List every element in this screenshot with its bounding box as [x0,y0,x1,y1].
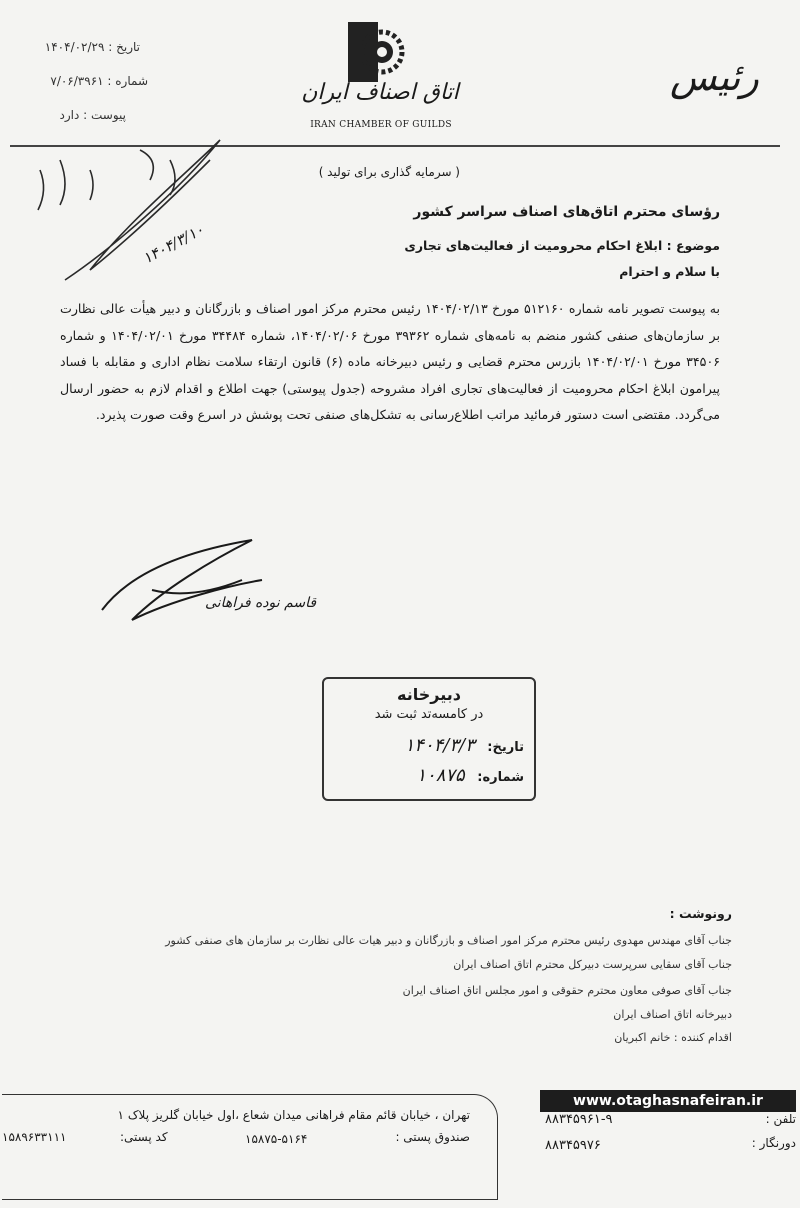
postal-code-value: ۱۵۸۹۶۳۳۱۱۱ [2,1130,67,1144]
postal-code-label: کد پستی: [120,1130,168,1144]
tel-value: ۸۸۳۴۵۹۶۱-۹ [545,1112,613,1127]
cc-line: جناب آقای صوفی معاون محترم حقوقی و امور مجلس اتاق اصناف ایران [402,984,732,997]
signatory-name: قاسم نوده فراهانی [205,595,317,611]
stamp-date [405,735,524,756]
stamp-date-label: تاریخ: [487,740,524,755]
number-label: شماره : [107,74,148,88]
handwritten-date: ۱۴۰۴/۳/۱۰ [139,220,207,268]
stamp-number-label: شماره: [477,770,524,785]
addressee: رؤسای محترم اتاق‌های اصناف سراسر کشور [413,204,720,220]
gear-logo-icon [348,22,410,82]
org-logo [348,22,410,82]
date-field [20,40,140,54]
fax-value: ۸۸۳۴۵۹۷۶ [545,1138,601,1153]
cc-line: اقدام کننده : خانم اکبریان [614,1031,732,1044]
attachment-field: پیوست : دارد [59,108,126,122]
fax-label: دورنگار : [751,1136,796,1150]
tel-label: تلفن : [765,1112,796,1126]
handwritten-note: رئیس [670,55,759,99]
greeting: با سلام و احترام [619,264,720,279]
signature-icon [92,530,272,630]
letter-body: به پیوست تصویر نامه شماره ۵۱۲۱۶۰ مورخ ۱۴۰۴/۰۲/۱۳ رئیس محترم مرکز امور اصناف و بازرگانان و دبیر هیأت عالی نظارت بر سازمان‌های صنفی کشور منضم به نامه‌های شماره ۳۹۳۶۲ مورخ ۱۴۰۴/۰۲/۰۶، شماره ۳۴۴۸۴ مورخ ۱۴۰۴/۰۲/۰۱ و شماره ۳۴۵۰۶ مورخ ۱۴۰۴/۰۲/۰۱ بازرس محترم قضایی و رئیس دبیرخانه ماده (۶) قانون ارتقاء سلامت نظام اداری و مقابله با فساد پیرامون ابلاغ احکام محرومیت از فعالیت‌های تجاری افراد مشروحه (جدول پیوستی) جهت اطلاع و اقدام لازم به حضور ارسال می‌گردد. مقتضی است دستور فرمائید مراتب اطلاع‌رسانی به تشکل‌های صنفی تحت پوشش در اسرع وقت صورت پذیرد. [60,301,720,422]
po-box-label: صندوق پستی : [395,1130,470,1144]
stamp-title: دبیرخانه [397,685,461,704]
date-value: ۱۴۰۴/۰۲/۲۹ [44,40,105,54]
stamp-date-value: ۱۴۰۴/۳/۳ [404,735,475,756]
number-value: ۷/۰۶/۳۹۶۱ [50,74,104,88]
cc-title: رونوشت : [669,906,732,921]
cc-line: جناب آقای مهندس مهدوی رئیس محترم مرکز امور اصناف و بازرگانان و دبیر هیات عالی نظارت بر سازمان های صنفی کشور [165,934,732,947]
org-name-fa: اتاق اصناف ایران [301,80,459,105]
cc-line: دبیرخانه اتاق اصناف ایران [613,1008,732,1021]
slogan: ( سرمایه گذاری برای تولید ) [318,165,460,179]
org-name-en: IRAN CHAMBER OF GUILDS [310,120,452,130]
registry-stamp [322,677,536,801]
date-label: تاریخ : [108,40,140,54]
website-link[interactable]: www.otaghasnafeiran.ir [540,1090,796,1112]
handwritten-signature-scribble [20,130,280,300]
stamp-number [416,765,524,786]
footer-address: تهران ، خیابان قائم مقام فراهانی میدان شعاع ،اول خیابان گلریز پلاک ۱ [117,1108,470,1122]
stamp-number-value: ۱۰۸۷۵ [416,765,465,786]
subject-line: موضوع : ابلاغ احکام محرومیت از فعالیت‌های تجاری [404,238,720,253]
po-box-value: ۱۵۸۷۵-۵۱۶۴ [245,1132,308,1146]
stamp-subtitle: در کامسه‌تد ثبت شد [374,707,484,722]
cc-line: جناب آقای سقایی سرپرست دبیرکل محترم اتاق اصناف ایران [453,958,732,971]
number-field [20,74,148,88]
